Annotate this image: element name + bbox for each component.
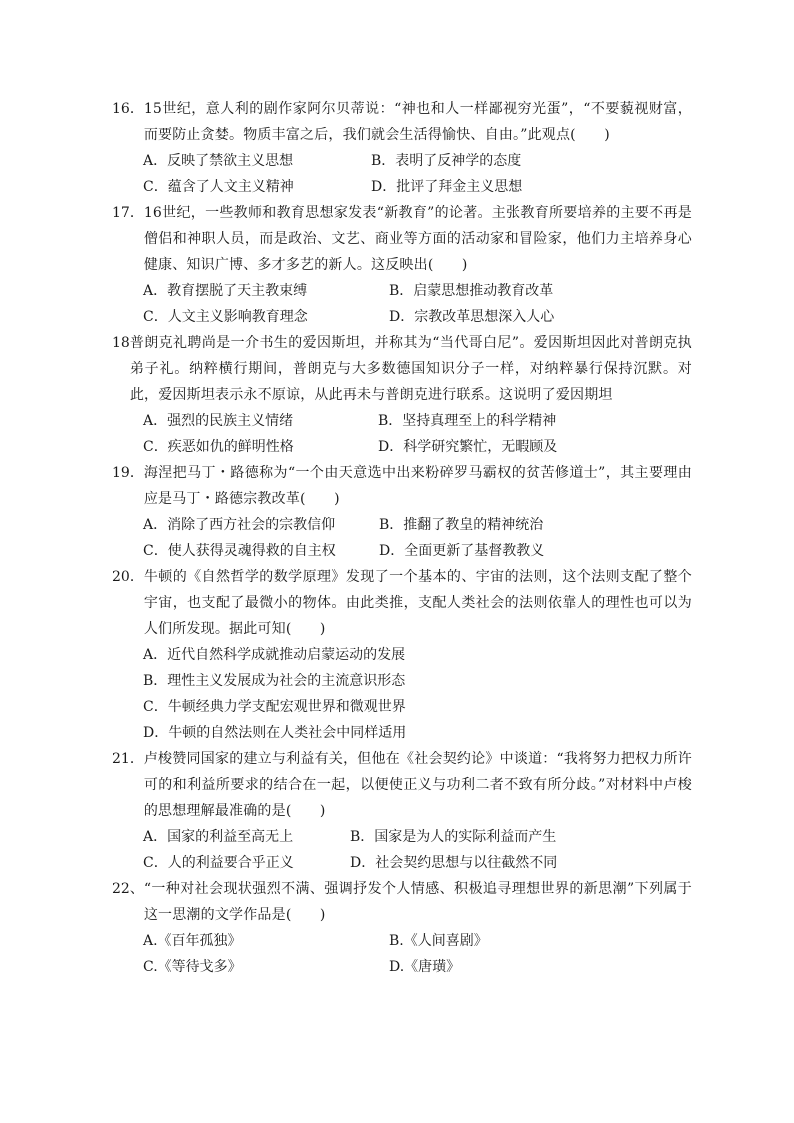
option-c[interactable]: C.《等待戈多》 (143, 959, 242, 975)
exam-page (112, 96, 692, 980)
question-20 (112, 564, 692, 746)
question-number: 16． (112, 101, 144, 117)
option-d[interactable]: D．牛顿的自然法则在人类社会中同样适用 (143, 725, 407, 741)
option-b[interactable]: B．理性主义发展成为社会的主流意识形态 (143, 673, 406, 689)
option-a[interactable]: A．国家的利益至高无上 (143, 829, 294, 845)
option-d[interactable]: D.《唐璜》 (389, 959, 461, 975)
question-18 (112, 330, 692, 460)
question-number: 19． (112, 465, 144, 481)
question-number: 21． (112, 751, 144, 767)
question-number: 17． (112, 205, 144, 221)
question-stem: 海涅把马丁・路德称为“一个由天意选中出来粉碎罗马霸权的贫苦修道士”，其主要理由应是马丁・路德宗教改革( ) (143, 465, 692, 507)
question-number: 18 (112, 335, 130, 351)
option-b[interactable]: B．坚持真理至上的科学精神 (378, 413, 557, 429)
option-a[interactable]: A．消除了西方社会的宗教信仰 (143, 517, 336, 533)
option-c[interactable]: C．人文主义影响教育理念 (143, 309, 308, 325)
option-c[interactable]: C．牛顿经典力学支配宏观世界和微观世界 (143, 699, 406, 715)
question-number: 22、 (112, 881, 144, 897)
option-b[interactable]: B.《人间喜剧》 (389, 933, 488, 949)
question-stem: 普朗克礼聘尚是一介书生的爱因斯坦，并称其为“当代哥白尼”。爱因斯坦因此对普朗克执弟子礼。纳粹横行期间，普朗克与大多数德国知识分子一样，对纳粹暴行保持沉默。对此，爱因斯坦表示永不原谅，从此再未与普朗克进行联系。这说明了爱因期坦 (129, 335, 692, 403)
options (112, 512, 692, 564)
question-stem: 卢梭赞同国家的建立与利益有关，但他在《社会契约论》中谈道：“我将努力把权力所许可的和利益所要求的结合在一起，以便使正义与功利二者不致有所分歧。”对材料中卢梭的思想理解最准确的是( ) (143, 751, 692, 819)
options (112, 928, 692, 980)
question-19 (112, 460, 692, 564)
options (112, 408, 692, 460)
question-stem: 16世纪，一些教师和教育思想家发表“新教育”的论著。主张教育所要培养的主要不再是僧侣和神职人员，而是政治、文艺、商业等方面的活动家和冒险家，他们力主培养身心健康、知识广博、多才多艺的新人。这反映出( ) (143, 205, 692, 273)
option-b[interactable]: B．启蒙思想推动教育改革 (389, 283, 554, 299)
option-a[interactable]: A．近代自然科学成就推动启蒙运动的发展 (143, 647, 406, 663)
option-d[interactable]: D．科学研究繁忙，无暇顾及 (378, 439, 558, 455)
option-a[interactable]: A．教育摆脱了天主教束缚 (143, 283, 308, 299)
question-17 (112, 200, 692, 330)
option-c[interactable]: C．疾恶如仇的鲜明性格 (143, 439, 294, 455)
question-stem: 15世纪，意人利的剧作家阿尔贝蒂说：“神也和人一样鄙视穷光蛋”，“不要藐视财富，而要防止贪婪。物质丰富之后，我们就会生活得愉快、自由。”此观点( ) (143, 101, 692, 143)
option-d[interactable]: D．批评了拜金主义思想 (371, 179, 523, 195)
option-d[interactable]: D．全面更新了基督教教义 (379, 543, 545, 559)
option-b[interactable]: B．推翻了教皇的精神统治 (379, 517, 544, 533)
question-21 (112, 746, 692, 876)
option-d[interactable]: D．宗教改革思想深入人心 (389, 309, 555, 325)
options (112, 642, 692, 746)
option-a[interactable]: A.《百年孤独》 (143, 933, 242, 949)
option-a[interactable]: A．强烈的民族主义情绪 (143, 413, 294, 429)
options (112, 278, 692, 330)
option-d[interactable]: D．社会契约思想与以往截然不同 (350, 855, 558, 871)
option-b[interactable]: B．表明了反神学的态度 (371, 153, 522, 169)
question-16 (112, 96, 692, 200)
options (112, 824, 692, 876)
question-stem: “一种对社会现状强烈不满、强调抒发个人情感、积极追寻理想世界的新思潮”下列属于这一思潮的文学作品是( ) (143, 881, 692, 923)
option-a[interactable]: A．反映了禁欲主义思想 (143, 153, 294, 169)
question-22 (112, 876, 692, 980)
option-c[interactable]: C．蕴含了人文主义精神 (143, 179, 294, 195)
option-b[interactable]: B．国家是为人的实际利益而产生 (350, 829, 557, 845)
question-number: 20． (112, 569, 144, 585)
options (112, 148, 692, 200)
option-c[interactable]: C．使人获得灵魂得救的自主权 (143, 543, 336, 559)
option-c[interactable]: C．人的利益要合乎正义 (143, 855, 294, 871)
question-stem: 牛顿的《自然哲学的数学原理》发现了一个基本的、宇宙的法则，这个法则支配了整个宇宙，也支配了最微小的物体。由此类推，支配人类社会的法则依靠人的理性也可以为人们所发现。据此可知( ) (143, 569, 692, 637)
